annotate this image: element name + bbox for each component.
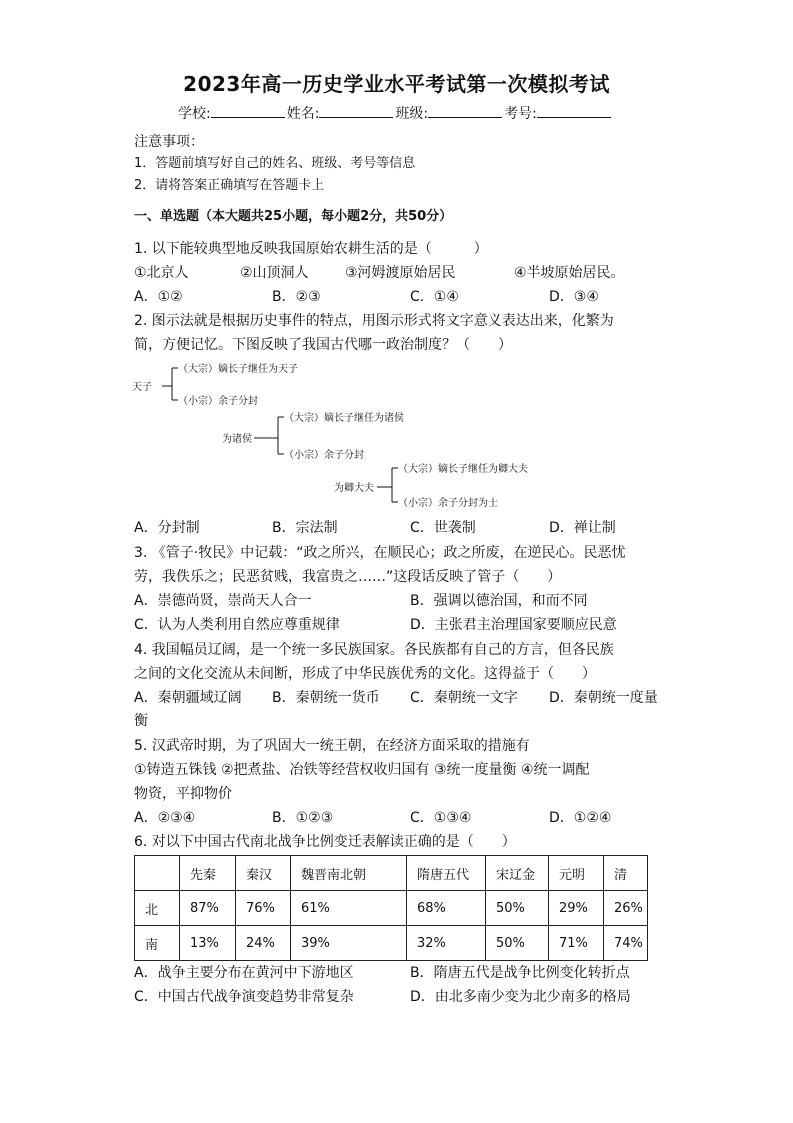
question-3-stem-line-1: 3. 《管子·牧民》中记载：“政之所兴，在顺民心；政之所废，在逆民心。民恶忧 — [134, 545, 626, 561]
q4-option-c[interactable]: C．秦朝统一文字 — [410, 690, 518, 706]
table-cell: 24% — [236, 926, 291, 961]
q1-item-3: ③河姆渡原始居民 — [345, 265, 456, 281]
q3-option-a[interactable]: A．崇德尚贤，崇尚天人合一 — [134, 593, 312, 609]
class-blank[interactable] — [428, 103, 502, 118]
table-header-cell: 先秦 — [180, 856, 236, 891]
question-5-stem: 5. 汉武帝时期，为了巩固大一统王朝，在经济方面采取的措施有 — [134, 738, 530, 754]
student-info-line — [178, 102, 613, 126]
table-cell: 29% — [549, 891, 604, 926]
q6-option-d[interactable]: D．由北多南少变为北少南多的格局 — [410, 989, 631, 1005]
note-item-1: 1．答题前填写好自己的姓名、班级、考号等信息 — [134, 156, 416, 171]
q1-item-4: ④半坡原始居民。 — [514, 265, 625, 281]
q1-option-d[interactable]: D．③④ — [549, 289, 599, 305]
diagram-qingdaifu-dazong: （大宗）嫡长子继任为卿大夫 — [398, 464, 528, 475]
table-cell: 北 — [135, 891, 180, 926]
table-cell: 74% — [604, 926, 648, 961]
q1-option-b[interactable]: B．②③ — [272, 289, 321, 305]
school-blank[interactable] — [211, 103, 285, 118]
table-cell: 13% — [180, 926, 236, 961]
q3-option-d[interactable]: D．主张君主治理国家要顺应民意 — [410, 617, 617, 633]
table-row-north — [135, 891, 648, 926]
table-cell: 71% — [549, 926, 604, 961]
question-1-stem: 1. 以下能较典型地反映我国原始农耕生活的是（ ） — [134, 241, 488, 257]
question-6-stem: 6. 对以下中国古代南北战争比例变迁表解读正确的是（ ） — [134, 834, 516, 850]
q1-option-a[interactable]: A．①② — [134, 289, 183, 305]
q5-items-line-2: 物资，平抑物价 — [134, 786, 232, 802]
school-label: 学校: — [178, 106, 211, 122]
diagram-tianzi-xiaozong: （小宗）余子分封 — [178, 396, 258, 407]
q4-option-d-wrap: 衡 — [134, 713, 148, 729]
table-cell: 南 — [135, 926, 180, 961]
table-header-cell: 魏晋南北朝 — [291, 856, 407, 891]
class-label: 班级: — [395, 106, 429, 122]
diagram-tianzi-dazong: （大宗）嫡长子继任为天子 — [178, 364, 298, 375]
table-header-cell — [135, 856, 180, 891]
diagram-tianzi: 天子 — [132, 382, 152, 393]
q6-option-a[interactable]: A．战争主要分布在黄河中下游地区 — [134, 965, 354, 981]
page-title: 2023年高一历史学业水平考试第一次模拟考试 — [183, 72, 610, 96]
q5-option-b[interactable]: B．①②③ — [272, 810, 334, 826]
section-heading: 一、单选题（本大题共25小题，每小题2分，共50分） — [134, 209, 453, 224]
q5-option-a[interactable]: A．②③④ — [134, 810, 196, 826]
table-cell: 87% — [180, 891, 236, 926]
patriarchal-diagram — [130, 358, 630, 518]
diagram-zhuhou: 为诸侯 — [222, 434, 252, 445]
q2-option-d[interactable]: D．禅让制 — [549, 520, 616, 536]
war-ratio-table — [134, 855, 648, 961]
table-cell: 32% — [407, 926, 486, 961]
table-header-row — [135, 856, 648, 891]
q1-item-2: ②山顶洞人 — [240, 265, 309, 281]
q5-option-d[interactable]: D．①②④ — [549, 810, 612, 826]
question-4-stem-line-1: 4. 我国幅员辽阔，是一个统一多民族国家。各民族都有自己的方言，但各民族 — [134, 642, 614, 658]
question-2-stem-line-1: 2. 图示法就是根据历史事件的特点，用图示形式将文字意义表达出来，化繁为 — [134, 313, 614, 329]
diagram-qingdaifu-xiaozong: （小宗）余子分封为士 — [398, 498, 498, 509]
q2-option-c[interactable]: C．世袭制 — [410, 520, 476, 536]
question-4-stem-line-2: 之间的文化交流从未间断，形成了中华民族优秀的文化。这得益于（ ） — [134, 666, 596, 682]
q1-item-1: ①北京人 — [134, 265, 189, 281]
table-cell: 76% — [236, 891, 291, 926]
note-item-2: 2．请将答案正确填写在答题卡上 — [134, 178, 325, 193]
q3-option-b[interactable]: B．强调以德治国，和而不同 — [410, 593, 588, 609]
table-header-cell: 元明 — [549, 856, 604, 891]
table-row-south — [135, 926, 648, 961]
q4-option-d[interactable]: D．秦朝统一度量 — [549, 690, 658, 706]
q3-option-c[interactable]: C．认为人类利用自然应尊重规律 — [134, 617, 340, 633]
table-header-cell: 清 — [604, 856, 648, 891]
diagram-zhuhou-xiaozong: （小宗）余子分封 — [284, 450, 364, 461]
q2-option-b[interactable]: B．宗法制 — [272, 520, 338, 536]
q2-option-a[interactable]: A．分封制 — [134, 520, 200, 536]
diagram-qingdaifu: 为卿大夫 — [334, 483, 374, 494]
table-header-cell: 秦汉 — [236, 856, 291, 891]
table-cell: 68% — [407, 891, 486, 926]
table-header-cell: 隋唐五代 — [407, 856, 486, 891]
q5-option-c[interactable]: C．①③④ — [410, 810, 472, 826]
table-cell: 50% — [486, 891, 549, 926]
q6-option-b[interactable]: B．隋唐五代是战争比例变化转折点 — [410, 965, 630, 981]
table-cell: 50% — [486, 926, 549, 961]
table-cell: 61% — [291, 891, 407, 926]
q5-items-line-1: ①铸造五铢钱 ②把煮盐、冶铁等经营权收归国有 ③统一度量衡 ④统一调配 — [134, 762, 590, 778]
notes-heading: 注意事项： — [134, 134, 204, 150]
q6-option-c[interactable]: C．中国古代战争演变趋势非常复杂 — [134, 989, 354, 1005]
number-label: 考号: — [504, 106, 537, 122]
q4-option-b[interactable]: B．秦朝统一货币 — [272, 690, 380, 706]
table-cell: 39% — [291, 926, 407, 961]
diagram-brackets — [162, 368, 398, 502]
table-cell: 26% — [604, 891, 648, 926]
name-label: 姓名: — [286, 106, 320, 122]
diagram-zhuhou-dazong: （大宗）嫡长子继任为诸侯 — [284, 413, 404, 424]
q4-option-a[interactable]: A．秦朝疆域辽阔 — [134, 690, 242, 706]
question-3-stem-line-2: 劳，我佚乐之；民恶贫贱，我富贵之……”这段话反映了管子（ ） — [134, 569, 562, 585]
name-blank[interactable] — [319, 103, 393, 118]
question-2-stem-line-2: 简，方便记忆。下图反映了我国古代哪一政治制度？（ ） — [134, 337, 512, 353]
table-header-cell: 宋辽金 — [486, 856, 549, 891]
q1-option-c[interactable]: C．①④ — [410, 289, 459, 305]
number-blank[interactable] — [537, 103, 611, 118]
